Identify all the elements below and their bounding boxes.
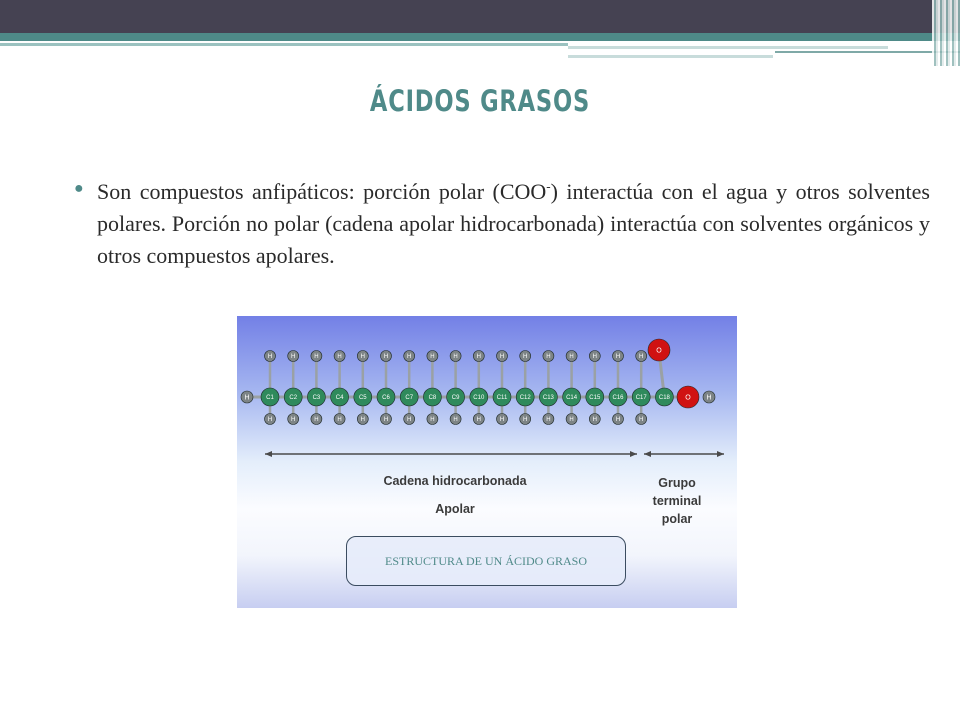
hydrogen-atom-text: H — [546, 417, 551, 424]
hydrogen-atom-text: H — [499, 354, 505, 361]
bullet-icon: ● — [74, 180, 84, 197]
hydrogen-atom-text: H — [453, 417, 458, 424]
chain-span-arrow-head — [265, 451, 272, 457]
carbon-atom-text: C10 — [473, 395, 485, 402]
hydrogen-atom-text: H — [639, 417, 644, 424]
hydrogen-atom-text: H — [639, 354, 644, 361]
carbon-atom-text: C8 — [428, 395, 437, 402]
carbon-atom-text: C3 — [312, 395, 321, 402]
carbon-atom-text: C7 — [405, 395, 414, 402]
header-stripes — [932, 0, 960, 66]
header-dark-band — [0, 0, 960, 33]
hydrogen-atom-text: H — [314, 417, 319, 424]
header-accent-line — [568, 46, 888, 49]
hydrogen-atom-text: H — [499, 417, 505, 424]
fatty-acid-figure — [237, 316, 737, 608]
hydrogen-atom-text: H — [592, 354, 597, 361]
carbon-atom-text: C13 — [542, 395, 554, 402]
hydrogen-atom-text: H — [430, 417, 435, 424]
slide-body — [74, 176, 930, 294]
hydrogen-atom-text: H — [476, 417, 481, 424]
paragraph-text: ) interactúa con el agua y otros solventes polares. Porción no polar (cadena apolar hidrocarbonada) interactúa con solventes orgánicos y otros compuestos apolares. — [97, 179, 930, 268]
hydrogen-atom-text: H — [360, 417, 365, 424]
bullet-paragraph — [97, 176, 930, 272]
carbon-atom-text: C15 — [589, 395, 601, 402]
hydrogen-atom-text: H — [592, 417, 597, 424]
hydrogen-atom-text: H — [291, 417, 296, 424]
hydrogen-atom-text: H — [615, 417, 621, 424]
carbon-atom-text: C11 — [496, 395, 508, 402]
carbon-atom-text: C14 — [566, 395, 578, 402]
group-label-3: polar — [661, 512, 693, 526]
carbon-atom-text: C18 — [658, 395, 670, 402]
hydrogen-atom-text: H — [523, 417, 528, 424]
hydrogen-atom-text: H — [244, 394, 250, 402]
hydrogen-atom-text: H — [546, 354, 551, 361]
carbon-atom-text: C2 — [289, 395, 298, 402]
hydrogen-atom-text: H — [476, 354, 481, 361]
carbon-atom-text: C6 — [382, 395, 390, 402]
hydrogen-atom-text: H — [569, 354, 574, 361]
hydrogen-atom-text: H — [337, 417, 342, 424]
hydrogen-atom-text: H — [407, 417, 412, 424]
figure-caption: ESTRUCTURA DE UN ÁCIDO GRASO — [346, 536, 626, 586]
superscript: - — [546, 178, 551, 194]
carbon-atom-text: C4 — [335, 395, 344, 402]
hydrogen-atom-text: H — [383, 417, 389, 424]
carbon-atom-text: C17 — [635, 395, 647, 402]
carbon-atom-text: C12 — [519, 395, 531, 402]
oxygen-atom-text: O — [685, 394, 691, 402]
header-accent-line — [0, 43, 570, 46]
hydrogen-atom-text: H — [267, 417, 273, 424]
group-label-2: terminal — [652, 494, 702, 508]
hydrogen-atom-text: H — [453, 354, 458, 361]
hydrogen-atom-text: H — [569, 417, 574, 424]
hydrogen-atom-text: H — [523, 354, 528, 361]
apolar-label: Apolar — [435, 502, 475, 516]
chain-span-arrow-head — [630, 451, 637, 457]
hydrogen-atom-text: H — [407, 354, 412, 361]
oxygen-atom-text: O — [656, 347, 662, 355]
group-span-arrow-head — [644, 451, 651, 457]
carbon-atom-text: C9 — [451, 395, 460, 402]
hydrogen-atom-text: H — [291, 354, 296, 361]
header-accent-line — [568, 55, 773, 58]
hydrogen-atom-text: H — [267, 354, 273, 361]
hydrogen-atom-text: H — [615, 354, 621, 361]
chain-label: Cadena hidrocarbonada — [383, 474, 527, 488]
group-span-arrow-head — [717, 451, 724, 457]
group-label-1: Grupo — [658, 476, 696, 490]
hydrogen-atom-text: H — [430, 354, 435, 361]
paragraph-text: Son compuestos anfipáticos: porción polar (COO — [97, 179, 547, 204]
header-teal-band — [0, 33, 960, 41]
slide-title: ÁCIDOS GRASOS — [369, 84, 591, 118]
hydrogen-atom-text: H — [337, 354, 342, 361]
carbon-atom-text: C1 — [266, 395, 274, 402]
hydrogen-atom-text: H — [314, 354, 319, 361]
hydrogen-atom-text: H — [360, 354, 365, 361]
hydrogen-atom-text: H — [383, 354, 389, 361]
hydrogen-atom-text: H — [706, 394, 712, 402]
carbon-atom-text: C5 — [358, 395, 367, 402]
carbon-atom-text: C16 — [612, 395, 624, 402]
